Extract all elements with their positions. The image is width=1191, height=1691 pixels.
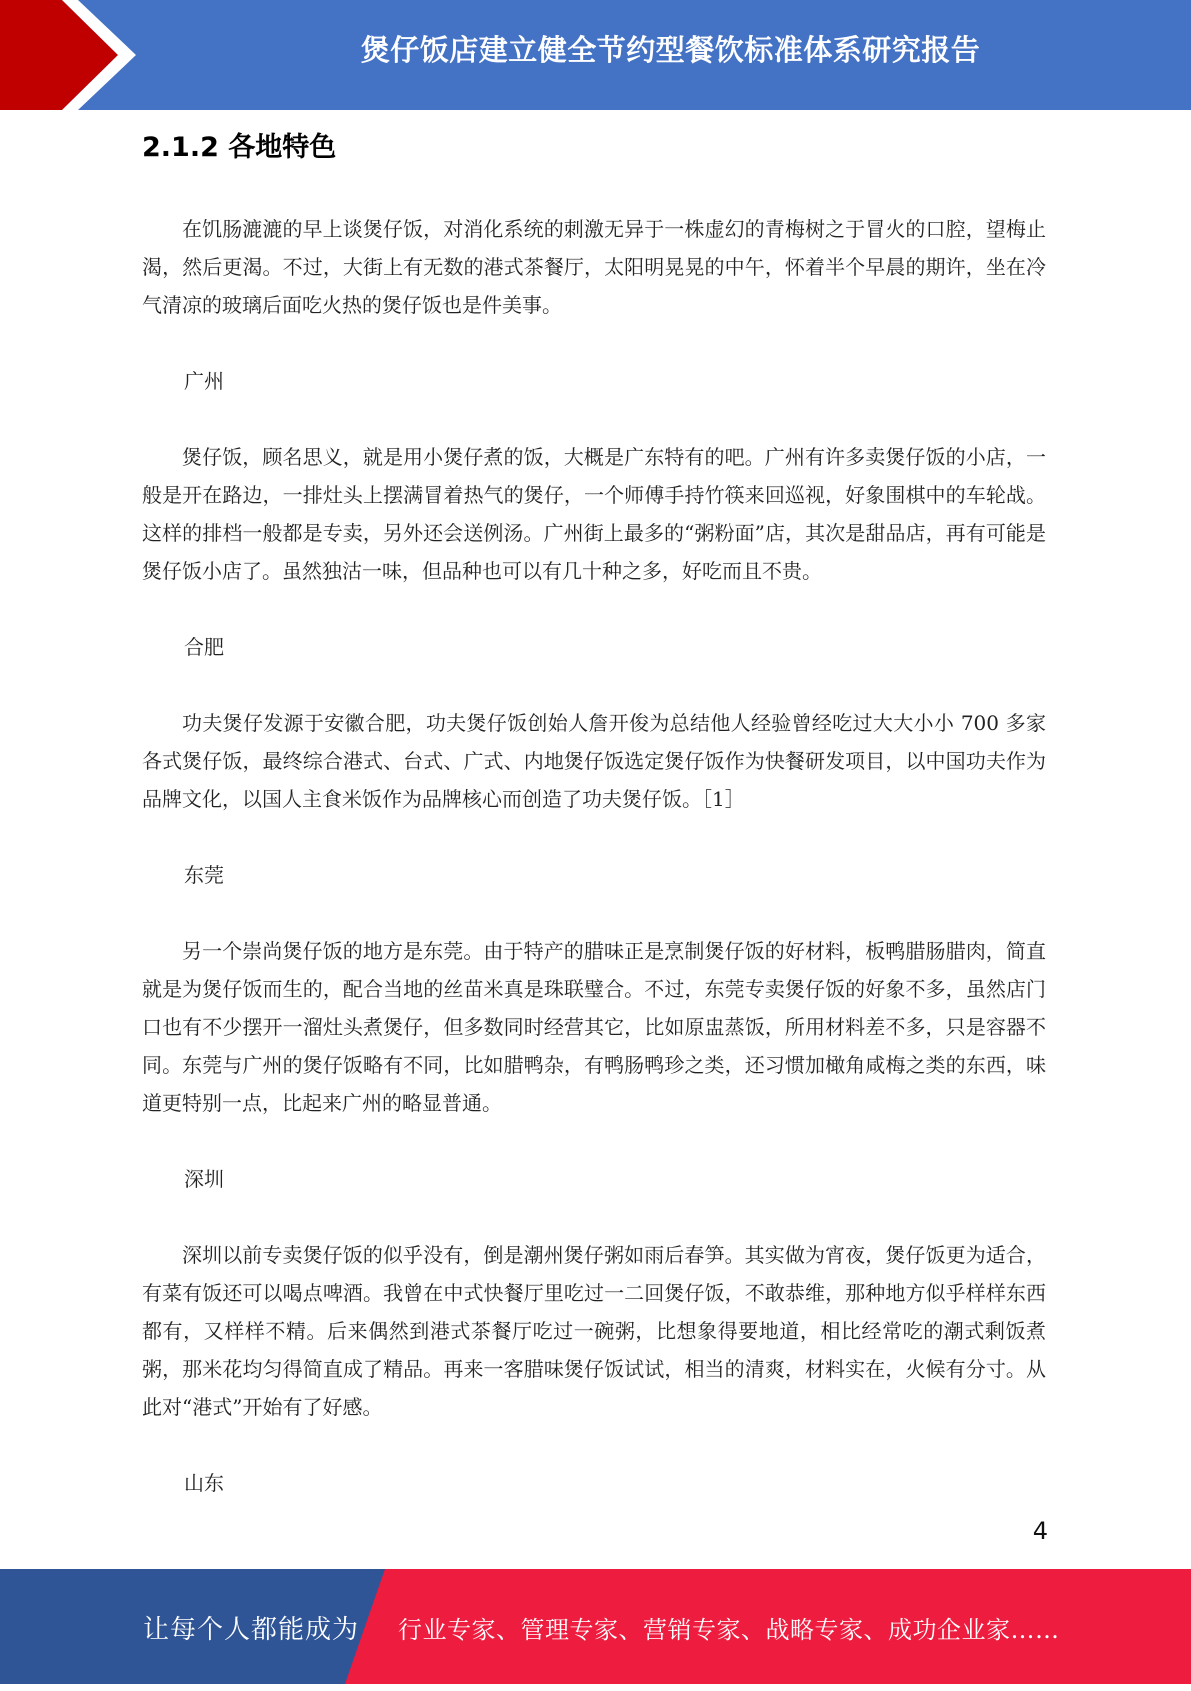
page-number: 4 bbox=[1032, 1517, 1048, 1545]
body-content bbox=[142, 210, 1046, 1540]
subheading-guangzhou: 广州 bbox=[184, 369, 224, 393]
subheading-shandong: 山东 bbox=[184, 1471, 224, 1495]
red-arrow-decoration bbox=[0, 0, 150, 110]
paragraph-guangzhou: 煲仔饭，顾名思义，就是用小煲仔煮的饭，大概是广东特有的吧。广州有许多卖煲仔饭的小店，一般是开在路边，一排灶头上摆满冒着热气的煲仔，一个师傅手持竹筷来回巡视，好象围棋中的车轮战。这样的排档一般都是专卖，另外还会送例汤。广州街上最多的“粥粉面”店，其次是甜品店，再有可能是煲仔饭小店了。虽然独沽一味，但品种也可以有几十种之多，好吃而且不贵。 bbox=[142, 445, 1046, 583]
document-title: 煲仔饭店建立健全节约型餐饮标准体系研究报告 bbox=[360, 33, 981, 67]
footer-slogan-left: 让每个人都能成为 bbox=[143, 1615, 360, 1645]
paragraph-dongguan: 另一个崇尚煲仔饭的地方是东莞。由于特产的腊味正是烹制煲仔饭的好材料，板鸭腊肠腊肉，简直就是为煲仔饭而生的，配合当地的丝苗米真是珠联璧合。不过，东莞专卖煲仔饭的好象不多，虽然店门口也有不少摆开一溜灶头煮煲仔，但多数同时经营其它，比如原盅蒸饭，所用材料差不多，只是容器不同。东莞与广州的煲仔饭略有不同，比如腊鸭杂，有鸭肠鸭珍之类，还习惯加橄角咸梅之类的东西，味道更特别一点，比起来广州的略显普通。 bbox=[142, 939, 1046, 1115]
subheading-dongguan: 东莞 bbox=[184, 863, 224, 887]
paragraph-hefei: 功夫煲仔发源于安徽合肥，功夫煲仔饭创始人詹开俊为总结他人经验曾经吃过大大小小 700 多家各式煲仔饭，最终综合港式、台式、广式、内地煲仔饭选定煲仔饭作为快餐研发项目，以中国功夫作为品牌文化，以国人主食米饭作为品牌核心而创造了功夫煲仔饭。［1］ bbox=[142, 711, 1046, 811]
header-banner bbox=[0, 0, 1191, 110]
intro-paragraph: 在饥肠漉漉的早上谈煲仔饭，对消化系统的刺激无异于一株虚幻的青梅树之于冒火的口腔，望梅止渴，然后更渴。不过，大街上有无数的港式茶餐厅，太阳明晃晃的中午，怀着半个早晨的期许，坐在冷气清凉的玻璃后面吃火热的煲仔饭也是件美事。 bbox=[142, 217, 1046, 317]
footer-slogan-right: 行业专家、管理专家、营销专家、战略专家、成功企业家…… bbox=[398, 1616, 1060, 1644]
paragraph-shenzhen: 深圳以前专卖煲仔饭的似乎没有，倒是潮州煲仔粥如雨后春笋。其实做为宵夜，煲仔饭更为适合，有菜有饭还可以喝点啤酒。我曾在中式快餐厅里吃过一二回煲仔饭，不敢恭维，那种地方似乎样样东西都有，又样样不精。后来偶然到港式茶餐厅吃过一碗粥，比想象得要地道，相比经常吃的潮式剩饭煮粥，那米花均匀得简直成了精品。再来一客腊味煲仔饭试试，相当的清爽，材料实在，火候有分寸。从此对“港式”开始有了好感。 bbox=[142, 1243, 1046, 1419]
subheading-shenzhen: 深圳 bbox=[184, 1167, 224, 1191]
footer-banner bbox=[0, 1569, 1191, 1684]
subheading-hefei: 合肥 bbox=[184, 635, 224, 659]
section-heading: 2.1.2 各地特色 bbox=[142, 132, 337, 163]
